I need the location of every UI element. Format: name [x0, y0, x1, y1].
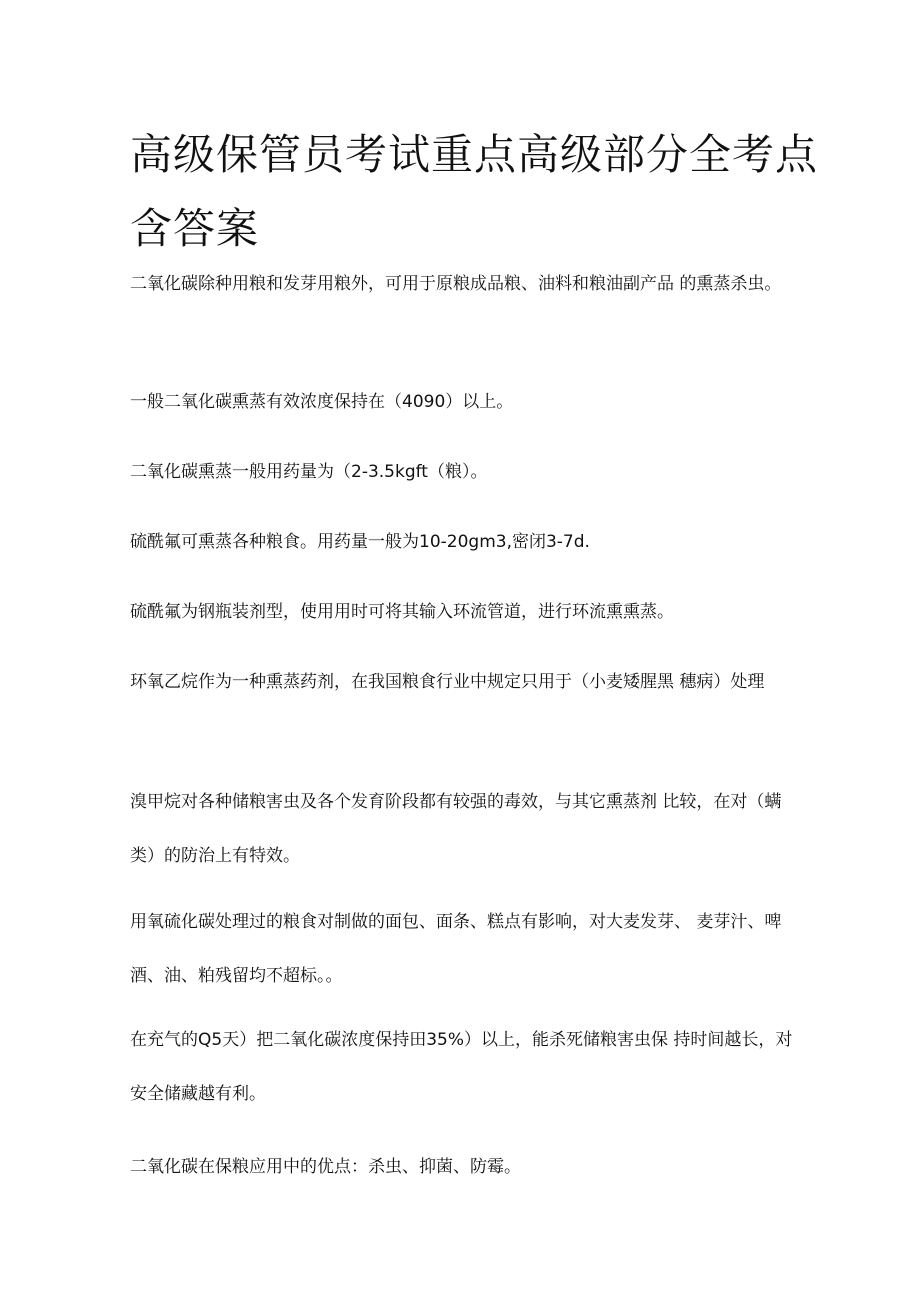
paragraph-co2-concentration: 一般二氧化碳熏蒸有效浓度保持在（4090）以上。	[130, 392, 514, 412]
paragraph-co2-advantages: 二氧化碳在保粮应用中的优点：杀虫、抑菌、防霉。	[130, 1157, 521, 1177]
paragraph-sulfuryl-fluoride-cylinder: 硫酰氟为钢瓶装剂型，使用用时可将其输入环流管道，进行环流熏熏蒸。	[130, 602, 674, 622]
paragraph-ethylene-oxide: 环氧乙烷作为一种熏蒸药剂，在我国粮食行业中规定只用于（小麦矮腥黑 穗病）处理	[130, 672, 765, 692]
paragraph-sulfuryl-fluoride-dosage: 硫酰氟可熏蒸各种粮食。用药量一般为10-20gm3,密闭3-7d.	[130, 532, 590, 552]
paragraph-co2-usage: 二氧化碳除种用粮和发芽用粮外，可用于原粮成品粮、油料和粮油副产品 的熏蒸杀虫。	[130, 274, 782, 294]
paragraph-methyl-bromide: 溴甲烷对各种储粮害虫及各个发育阶段都有较强的毒效，与其它熏蒸剂 比较，在对（螨类）的防治上有特效。	[130, 792, 782, 866]
paragraph-co2-dosage: 二氧化碳熏蒸一般用药量为（2-3.5kgft（粮）。	[130, 462, 488, 482]
document-title: 高级保管员考试重点高级部分全考点含答案	[130, 130, 819, 253]
paragraph-co2-storage: 在充气的Q5天）把二氧化碳浓度保持田35%）以上，能杀死储粮害虫保 持时间越长，对安全储藏越有利。	[130, 1030, 793, 1104]
paragraph-carbonyl-sulfide: 用氧硫化碳处理过的粮食对制做的面包、面条、糕点有影响，对大麦发芽、 麦芽汁、啤酒、油、粕残留均不超标。。	[130, 912, 782, 986]
